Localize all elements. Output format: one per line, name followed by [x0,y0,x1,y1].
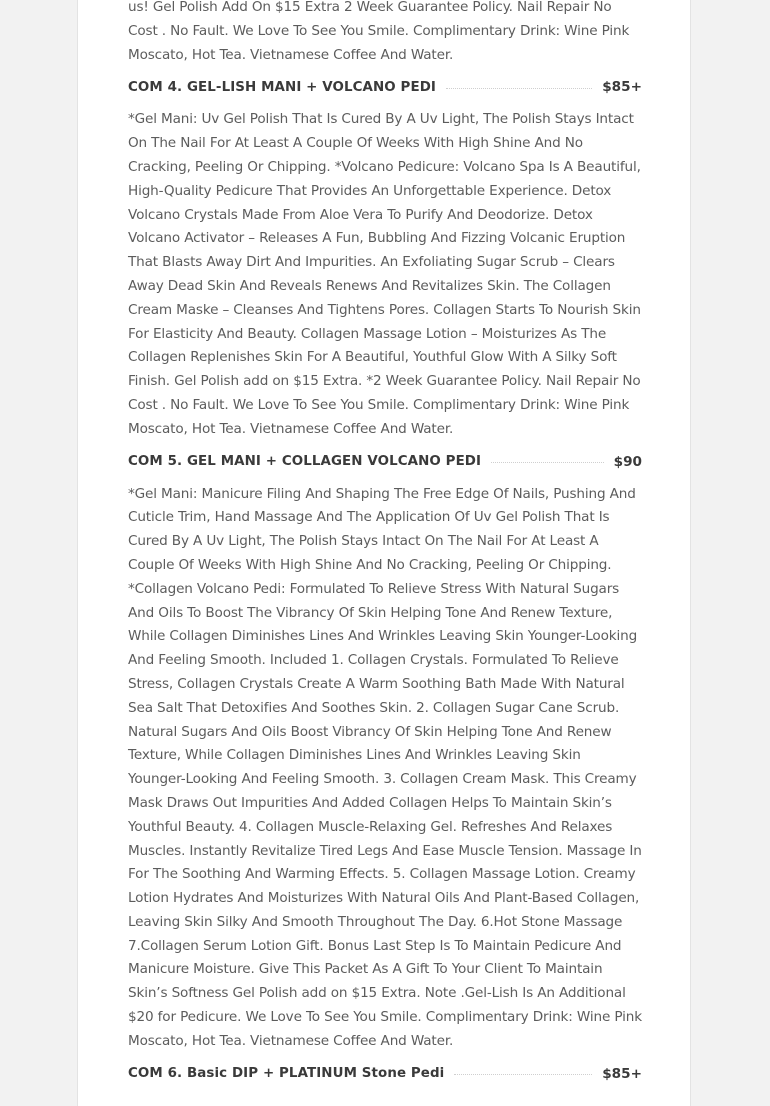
service-row-com6 [128,1062,642,1086]
dotted-leader [491,462,604,463]
service-name: COM 4. GEL-LISH MANI + VOLCANO PEDI [128,79,436,95]
service-description: *Gel Mani: Manicure Filing And Shaping The Free Edge Of Nails, Pushing And Cuticle Trim, Hand Massage And The Application Of Uv Gel Polish That Is Cured By A Uv Light, The Polish Stays Intact On The Nail For At Least A Couple Of Weeks With High Shine And No Cracking, Peeling Or Chipping. *Collagen Volcano Pedi: Formulated To Relieve Stress With Natural Sugars And Oils To Boost The Vibrancy Of Skin Helping Tone And Renew Texture, While Collagen Diminishes Lines And Wrinkles Leaving Skin Younger-Looking And Feeling Smooth. Included 1. Collagen Crystals. Formulated To Relieve Stress, Collagen Crystals Create A Warm Soothing Bath Made With Natural Sea Salt That Detoxifies And Soothes Skin. 2. Collagen Sugar Cane Scrub. Natural Sugars And Oils Boost Vibrancy Of Skin Helping Tone And Renew Texture, While Collagen Diminishes Lines And Wrinkles Leaving Skin Younger-Looking And Feeling Smooth. 3. Collagen Cream Mask. This Creamy Mask Draws Out Impurities And Added Collagen Helps To Maintain Skin’s Youthful Beauty. 4. Collagen Muscle-Relaxing Gel. Refreshes And Relaxes Muscles. Instantly Revitalize Tired Legs And Ease Muscle Tension. Massage In For The Soothing And Warming Effects. 5. Collagen Massage Lotion. Creamy Lotion Hydrates And Moisturizes With Natural Oils And Plant-Based Collagen, Leaving Skin Silky And Smooth Throughout The Day. 6.Hot Stone Massage 7.Collagen Serum Lotion Gift. Bonus Last Step Is To Maintain Pedicure And Manicure Moisture. Give This Packet As A Gift To Your Client To Maintain Skin’s Softness Gel Polish add on $15 Extra. Note .Gel-Lish Is An Additional $20 for Pedicure. We Love To See You Smile. Complimentary Drink: Wine Pink Moscato, Hot Tea. Vietnamese Coffee And Water. [128,485,642,1049]
service-row-com4 [128,75,642,99]
service-description: us! Gel Polish Add On $15 Extra 2 Week Guarantee Policy. Nail Repair No Cost . No Fault. We Love To See You Smile. Complimentary Drink: Wine Pink Moscato, Hot Tea. Vietnamese Coffee And Water. [128,0,630,63]
dotted-leader [446,88,592,89]
service-price: $85+ [602,79,642,96]
service-name: COM 5. GEL MANI + COLLAGEN VOLCANO PEDI [128,454,482,470]
service-price: $90 [613,453,642,470]
service-row-com5 [128,450,642,474]
dotted-leader [454,1074,592,1075]
service-description: *Gel Mani: Uv Gel Polish That Is Cured By A Uv Light, The Polish Stays Intact On The Nail For At Least A Couple Of Weeks With High Shine And No Cracking, Peeling Or Chipping. *Volcano Pedicure: Volcano Spa Is A Beautiful, High-Quality Pedicure That Provides An Unforgettable Experience. Detox Volcano Crystals Made From Aloe Vera To Purify And Deodorize. Detox Volcano Activator – Releases A Fun, Bubbling And Fizzing Volcanic Eruption That Blasts Away Dirt And Impurities. An Exfoliating Sugar Scrub – Clears Away Dead Skin And Reveals Renews And Revitalizes Skin. The Collagen Cream Maske – Cleanses And Tightens Pores. Collagen Starts To Nourish Skin For Elasticity And Beauty. Collagen Massage Lotion – Moisturizes As The Collagen Replenishes Skin For A Beautiful, Youthful Glow With A Silky Soft Finish. Gel Polish add on $15 Extra. *2 Week Guarantee Policy. Nail Repair No Cost . No Fault. We Love To See You Smile. Complimentary Drink: Wine Pink Moscato, Hot Tea. Vietnamese Coffee And Water. [128,111,641,437]
menu-content [128,0,642,1095]
service-name: COM 6. Basic DIP + PLATINUM Stone Pedi [128,1066,445,1082]
service-price: $85+ [602,1065,642,1082]
menu-panel [77,0,691,1106]
